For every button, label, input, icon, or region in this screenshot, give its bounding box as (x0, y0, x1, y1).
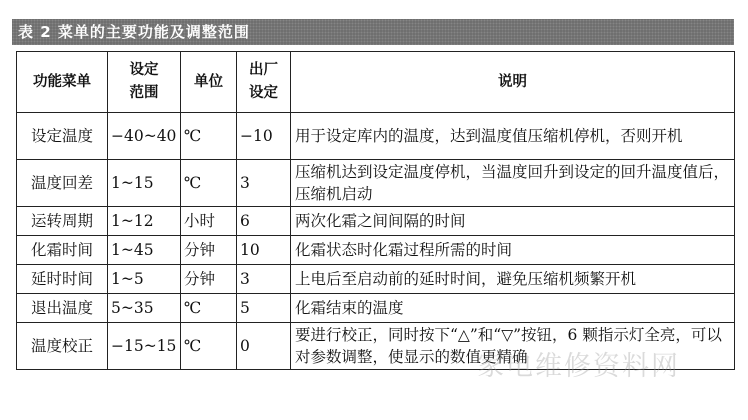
header-unit: 单位 (181, 52, 237, 113)
table-row (17, 323, 735, 370)
cell-factory: −10 (237, 113, 291, 160)
cell-factory: 3 (237, 265, 291, 294)
cell-factory: 6 (237, 207, 291, 236)
cell-func: 温度校正 (17, 323, 108, 370)
cell-factory: 5 (237, 294, 291, 323)
cell-desc: 用于设定库内的温度，达到温度值压缩机停机，否则开机 (291, 113, 735, 160)
cell-func: 退出温度 (17, 294, 108, 323)
menu-function-table (16, 51, 735, 370)
table-row (17, 265, 735, 294)
header-factory (237, 52, 291, 113)
header-desc: 说明 (291, 52, 735, 113)
watermark: 家电维修资料网 (477, 351, 680, 382)
header-func: 功能菜单 (17, 52, 108, 113)
cell-range: 1~5 (108, 265, 181, 294)
cell-range: 1~15 (108, 160, 181, 207)
table-title: 表 2 菜单的主要功能及调整范围 (12, 19, 734, 45)
cell-factory: 10 (237, 236, 291, 265)
cell-range: −15~15 (108, 323, 181, 370)
cell-unit: ℃ (181, 160, 237, 207)
cell-unit: ℃ (181, 294, 237, 323)
cell-unit: 分钟 (181, 265, 237, 294)
cell-unit: 小时 (181, 207, 237, 236)
cell-factory: 0 (237, 323, 291, 370)
cell-func: 温度回差 (17, 160, 108, 207)
header-row (17, 52, 735, 113)
cell-unit: ℃ (181, 113, 237, 160)
cell-unit: 分钟 (181, 236, 237, 265)
table-row (17, 113, 735, 160)
cell-unit: ℃ (181, 323, 237, 370)
cell-desc: 压缩机达到设定温度停机，当温度回升到设定的回升温度值后，压缩机启动 (291, 160, 735, 207)
table-row (17, 236, 735, 265)
cell-func: 化霜时间 (17, 236, 108, 265)
cell-range: 5~35 (108, 294, 181, 323)
table-row (17, 294, 735, 323)
cell-desc: 上电后至启动前的延时时间，避免压缩机频繁开机 (291, 265, 735, 294)
cell-desc: 化霜结束的温度 (291, 294, 735, 323)
cell-desc: 要进行校正，同时按下“△”和“▽”按钮，6 颗指示灯全亮，可以对参数调整，使显示的数值更精确 (291, 323, 735, 370)
header-range (108, 52, 181, 113)
header-range-line2: 范围 (129, 85, 159, 101)
header-factory-line2: 设定 (249, 85, 278, 101)
cell-func: 延时时间 (17, 265, 108, 294)
cell-range: −40~40 (108, 113, 181, 160)
header-range-line1: 设定 (129, 62, 159, 78)
table-row (17, 207, 735, 236)
table-row (17, 160, 735, 207)
cell-range: 1~45 (108, 236, 181, 265)
cell-func: 设定温度 (17, 113, 108, 160)
cell-range: 1~12 (108, 207, 181, 236)
header-factory-line1: 出厂 (249, 62, 278, 78)
cell-desc: 两次化霜之间间隔的时间 (291, 207, 735, 236)
cell-desc: 化霜状态时化霜过程所需的时间 (291, 236, 735, 265)
cell-factory: 3 (237, 160, 291, 207)
cell-func: 运转周期 (17, 207, 108, 236)
